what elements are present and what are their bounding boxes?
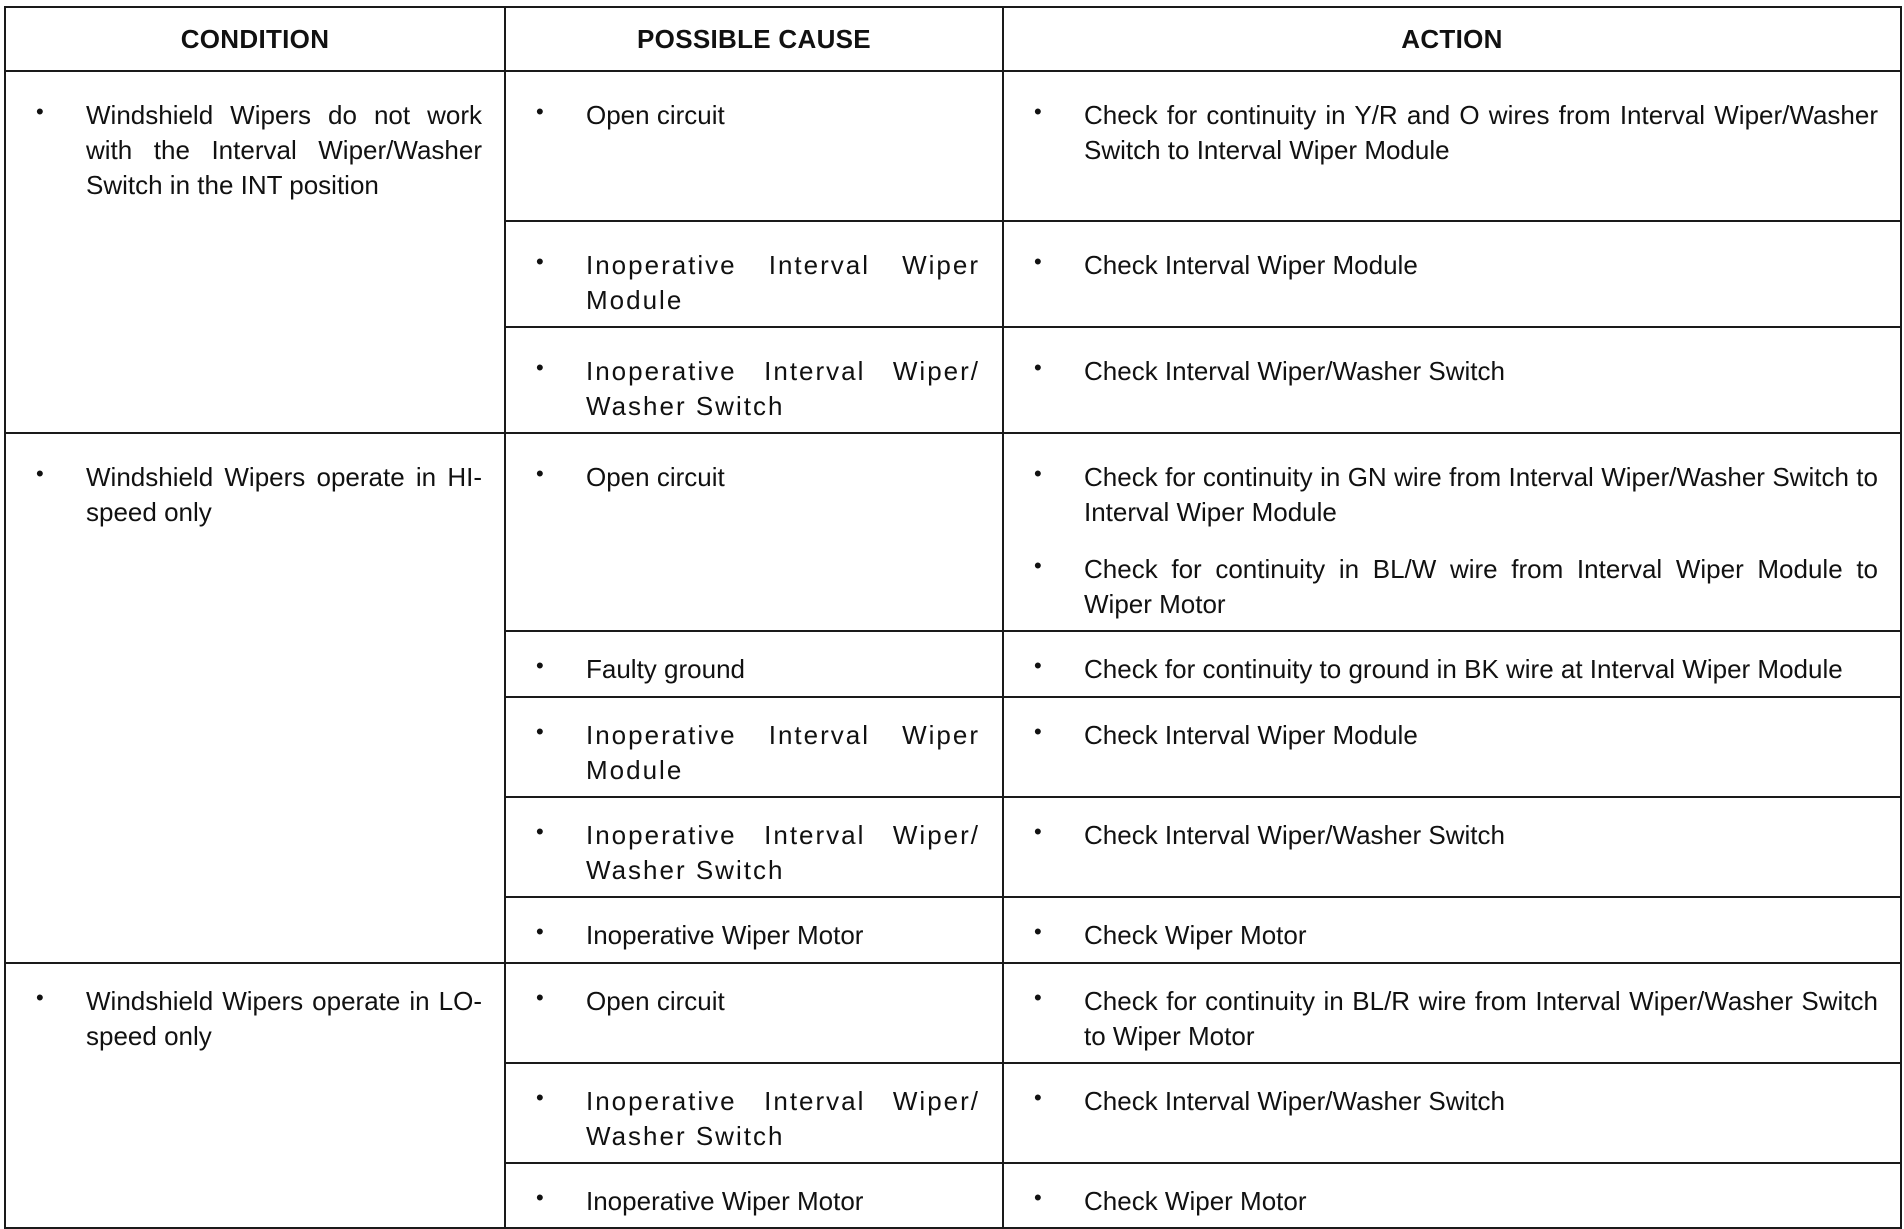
bullet-icon: • bbox=[36, 461, 44, 486]
bullet-icon: • bbox=[536, 461, 544, 486]
bullet-icon: • bbox=[1034, 919, 1042, 944]
action-text: Check Wiper Motor bbox=[1084, 1186, 1307, 1216]
action-text: Check for continuity in BL/W wire from Interval Wiper Module to Wiper Motor bbox=[1084, 554, 1878, 619]
condition-header: CONDITION bbox=[5, 7, 505, 71]
action-cell bbox=[1003, 71, 1901, 221]
bullet-icon: • bbox=[536, 99, 544, 124]
bullet-icon: • bbox=[36, 99, 44, 124]
cause-text: Open circuit bbox=[586, 462, 725, 492]
bullet-icon: • bbox=[536, 249, 544, 274]
action-text: Check Interval Wiper Module bbox=[1084, 720, 1418, 750]
action-cell bbox=[1003, 697, 1901, 797]
table-row bbox=[5, 433, 1901, 631]
table-row bbox=[5, 963, 1901, 1063]
action-cell bbox=[1003, 327, 1901, 433]
bullet-icon: • bbox=[1034, 355, 1042, 380]
cause-cell bbox=[505, 797, 1003, 897]
action-header: ACTION bbox=[1003, 7, 1901, 71]
cause-text: Inoperative Interval Wiper Module bbox=[586, 720, 980, 785]
condition-text: Windshield Wipers do not work with the Interval Wiper/Washer Switch in the INT position bbox=[86, 100, 482, 200]
action-text: Check for continuity in Y/R and O wires from Interval Wiper/Washer Switch to Interval Wiper Module bbox=[1084, 100, 1878, 165]
bullet-icon: • bbox=[1034, 461, 1042, 486]
bullet-icon: • bbox=[536, 719, 544, 744]
cause-cell bbox=[505, 327, 1003, 433]
action-cell bbox=[1003, 797, 1901, 897]
cause-cell bbox=[505, 631, 1003, 697]
cause-text: Open circuit bbox=[586, 100, 725, 130]
diagnosis-table bbox=[4, 6, 1902, 1229]
cause-cell bbox=[505, 71, 1003, 221]
action-text: Check Interval Wiper/Washer Switch bbox=[1084, 820, 1505, 850]
action-text: Check Wiper Motor bbox=[1084, 920, 1307, 950]
cause-cell bbox=[505, 1163, 1003, 1228]
action-text: Check Interval Wiper/Washer Switch bbox=[1084, 356, 1505, 386]
cause-text: Inoperative Interval Wiper/ Washer Switch bbox=[586, 356, 980, 421]
action-text: Check for continuity in BL/R wire from Interval Wiper/Washer Switch to Wiper Motor bbox=[1084, 986, 1878, 1051]
table-row bbox=[5, 71, 1901, 221]
bullet-icon: • bbox=[536, 1185, 544, 1210]
cause-cell bbox=[505, 897, 1003, 963]
action-cell bbox=[1003, 221, 1901, 327]
action-text: Check Interval Wiper/Washer Switch bbox=[1084, 1086, 1505, 1116]
condition-text: Windshield Wipers operate in LO-speed only bbox=[86, 986, 482, 1051]
cause-cell bbox=[505, 433, 1003, 631]
bullet-icon: • bbox=[1034, 819, 1042, 844]
cause-text: Inoperative Interval Wiper/ Washer Switch bbox=[586, 820, 980, 885]
action-text: Check for continuity to ground in BK wire at Interval Wiper Module bbox=[1084, 654, 1843, 684]
bullet-icon: • bbox=[536, 985, 544, 1010]
cause-cell bbox=[505, 1063, 1003, 1163]
condition-text: Windshield Wipers operate in HI-speed only bbox=[86, 462, 482, 527]
bullet-icon: • bbox=[536, 355, 544, 380]
bullet-icon: • bbox=[1034, 653, 1042, 678]
cause-text: Open circuit bbox=[586, 986, 725, 1016]
cause-text: Inoperative Interval Wiper/ Washer Switch bbox=[586, 1086, 980, 1151]
bullet-icon: • bbox=[1034, 1085, 1042, 1110]
bullet-icon: • bbox=[1034, 719, 1042, 744]
cause-cell bbox=[505, 221, 1003, 327]
condition-cell bbox=[5, 71, 505, 433]
bullet-icon: • bbox=[536, 819, 544, 844]
cause-header: POSSIBLE CAUSE bbox=[505, 7, 1003, 71]
action-text: Check for continuity in GN wire from Interval Wiper/Washer Switch to Interval Wiper Module bbox=[1084, 462, 1878, 527]
cause-text: Inoperative Interval Wiper Module bbox=[586, 250, 980, 315]
cause-cell bbox=[505, 697, 1003, 797]
bullet-icon: • bbox=[1034, 553, 1042, 578]
action-cell bbox=[1003, 631, 1901, 697]
action-cell bbox=[1003, 897, 1901, 963]
action-text: Check Interval Wiper Module bbox=[1084, 250, 1418, 280]
cause-text: Faulty ground bbox=[586, 654, 745, 684]
cause-text: Inoperative Wiper Motor bbox=[586, 1186, 864, 1216]
condition-cell bbox=[5, 963, 505, 1228]
bullet-icon: • bbox=[1034, 1185, 1042, 1210]
bullet-icon: • bbox=[36, 985, 44, 1010]
bullet-icon: • bbox=[1034, 249, 1042, 274]
action-cell bbox=[1003, 1163, 1901, 1228]
bullet-icon: • bbox=[1034, 985, 1042, 1010]
condition-cell bbox=[5, 433, 505, 963]
action-cell bbox=[1003, 433, 1901, 631]
action-cell bbox=[1003, 963, 1901, 1063]
action-cell bbox=[1003, 1063, 1901, 1163]
bullet-icon: • bbox=[1034, 99, 1042, 124]
cause-cell bbox=[505, 963, 1003, 1063]
bullet-icon: • bbox=[536, 653, 544, 678]
bullet-icon: • bbox=[536, 1085, 544, 1110]
bullet-icon: • bbox=[536, 919, 544, 944]
cause-text: Inoperative Wiper Motor bbox=[586, 920, 864, 950]
header-row bbox=[5, 7, 1901, 71]
